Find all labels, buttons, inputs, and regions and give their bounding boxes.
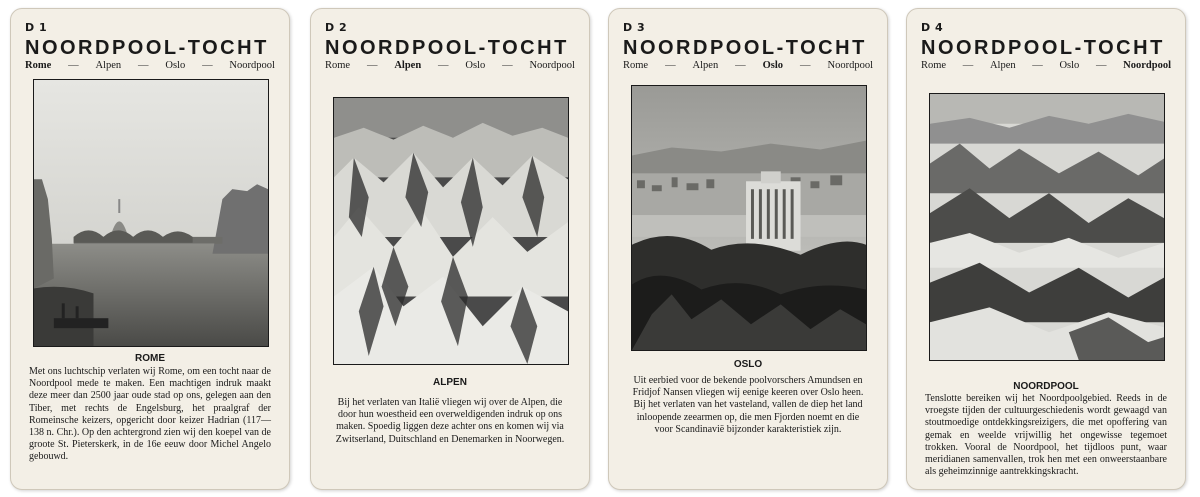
card-alpen <box>310 8 590 490</box>
route-line <box>623 60 873 71</box>
route-stop-oslo: Oslo <box>762 60 784 71</box>
route-dash: — <box>202 60 213 71</box>
route-stop-noordpool: Noordpool <box>827 60 873 71</box>
route-dash: — <box>138 60 149 71</box>
route-dash: — <box>366 60 378 71</box>
route-dash: — <box>68 60 79 71</box>
route-stop-alpen: Alpen <box>692 60 719 71</box>
route-dash: — <box>1032 60 1043 71</box>
route-dash: — <box>1095 60 1107 71</box>
route-stop-alpen: Alpen <box>394 60 422 71</box>
route-dash: — <box>438 60 449 71</box>
card-oslo <box>608 8 888 490</box>
caption-text: Uit eerbied voor de bekende poolvorschers Amundsen en Fridjof Nansen vliegen wij eenige keeren over Oslo heen. Bij het verlaten van het vasteland, vallen de diep het land inloopende zeearmen op, die men Fjorden noemt en die voor Scandinavië bijzonder karakteristiek zijn. <box>632 375 864 435</box>
card-code: D 1 <box>25 21 48 34</box>
card-title: NOORDPOOL-TOCHT <box>921 37 1165 59</box>
route-stop-noordpool: Noordpool <box>1123 60 1171 71</box>
card-code: D 2 <box>325 21 348 34</box>
route-stop-oslo: Oslo <box>165 60 186 71</box>
route-stop-noordpool: Noordpool <box>229 60 275 71</box>
route-dash: — <box>800 60 811 71</box>
route-line <box>325 60 575 71</box>
card-code: D 3 <box>623 21 646 34</box>
route-stop-alpen: Alpen <box>989 60 1016 71</box>
route-stop-noordpool: Noordpool <box>529 60 575 71</box>
caption-title: ROME <box>135 353 165 364</box>
route-stop-rome: Rome <box>623 60 649 71</box>
route-stop-oslo: Oslo <box>465 60 486 71</box>
caption-title: NOORDPOOL <box>1013 381 1079 392</box>
card-title: NOORDPOOL-TOCHT <box>623 37 867 59</box>
card-title: NOORDPOOL-TOCHT <box>325 37 569 59</box>
route-dash: — <box>665 60 676 71</box>
arctic-ice-photo <box>929 93 1165 361</box>
card-noordpool <box>906 8 1186 490</box>
card-rome <box>10 8 290 490</box>
route-stop-oslo: Oslo <box>1059 60 1080 71</box>
route-line <box>25 60 275 71</box>
route-stop-rome: Rome <box>921 60 947 71</box>
route-dash: — <box>962 60 974 71</box>
route-stop-rome: Rome <box>25 60 52 71</box>
rome-river-photo <box>33 79 269 347</box>
card-title: NOORDPOOL-TOCHT <box>25 37 269 59</box>
oslo-city-photo <box>631 85 867 351</box>
caption-text: Met ons luchtschip verlaten wij Rome, om een tocht naar de Noordpool mede te maken. Een machtigen indruk maakt deze meer dan 2500 jaar oude stad op ons, gelegen aan den Tiber, met rechts de Engelsburg, het praalgraf der Romeinsche keizers, opgericht door keizer Hadrian (117—138 n. Chr.). Op den achtergrond zien wij den koepel van de groote St. Pieterskerk, in de 16e eeuw door Michel Angelo gebouwd. <box>29 366 271 463</box>
route-stop-alpen: Alpen <box>95 60 122 71</box>
route-dash: — <box>735 60 746 71</box>
alps-aerial-photo <box>333 97 569 365</box>
caption-title: OSLO <box>733 359 763 370</box>
route-dash: — <box>502 60 513 71</box>
route-stop-rome: Rome <box>325 60 351 71</box>
caption-title: ALPEN <box>433 377 467 388</box>
caption-text: Bij het verlaten van Italië vliegen wij over de Alpen, die door hun woestheid een overweldigenden indruk op ons maken. Spoedig liggen deze achter ons en komen wij via Zwitserland, Duitschland en Denemarken in Noorwegen. <box>335 397 565 445</box>
card-code: D 4 <box>921 21 944 34</box>
route-line <box>921 60 1171 71</box>
caption-text: Tenslotte bereiken wij het Noordpoolgebied. Reeds in de vroegste tijden der cultuurgeschiedenis wordt gewaagd van stoutmoedige ontdekkingsreizigers, die met opoffering van gemak en weelde vrijwillig het ongewisse tegemoet trokken. Vooral de Noordpool, het tijdloos punt, waar meridianen samenvallen, trok hen met een onweerstaanbare als geheimzinnige aantrekkingskracht. <box>925 393 1167 478</box>
